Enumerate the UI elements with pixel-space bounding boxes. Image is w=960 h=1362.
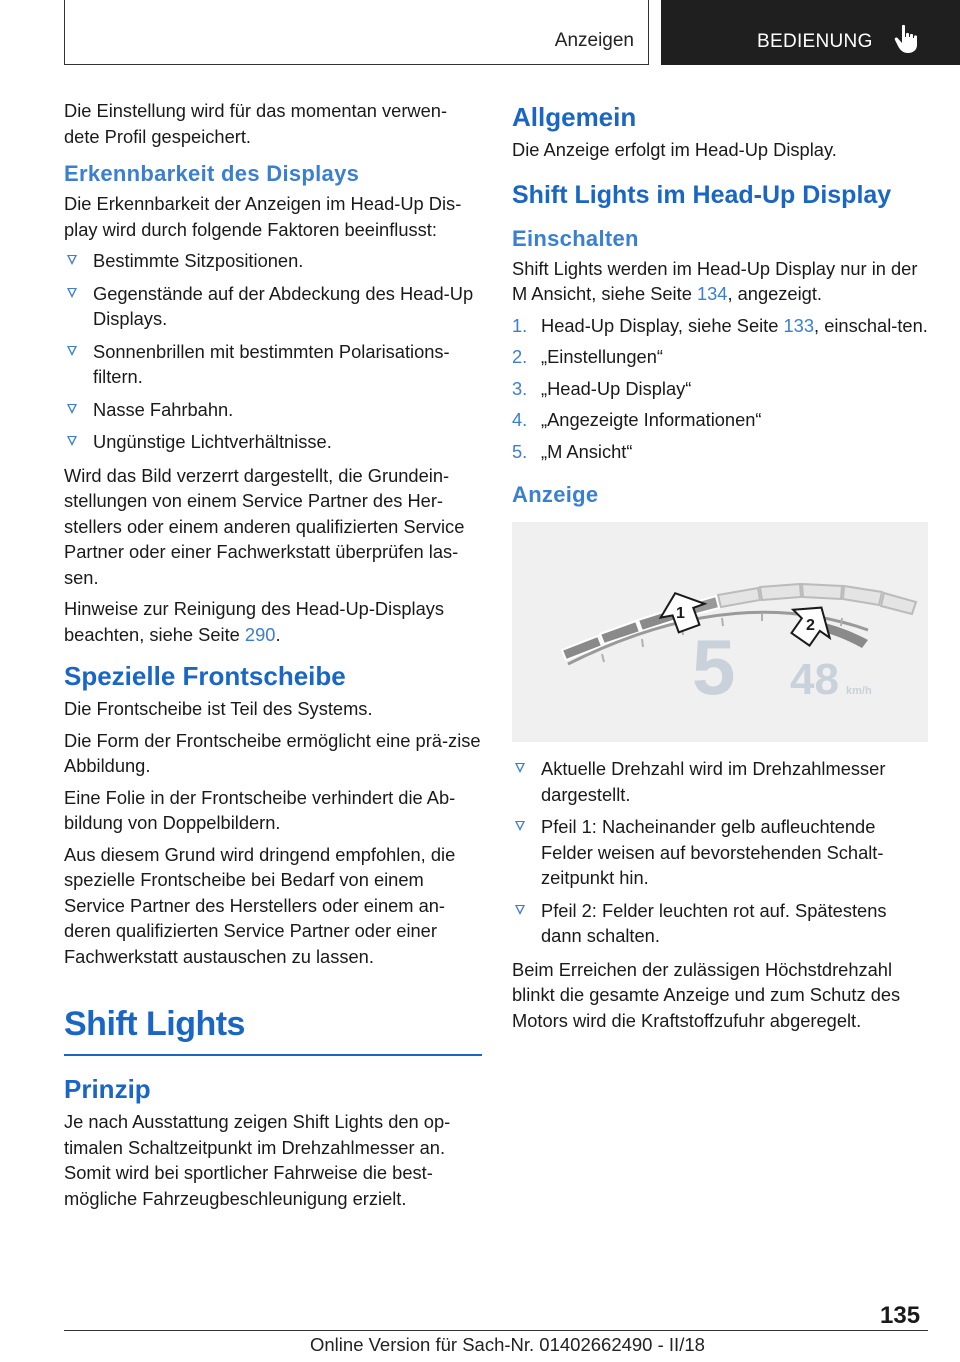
bullet-list-display (512, 756, 928, 949)
heading-frontscheibe: Spezielle Frontscheibe (64, 661, 346, 691)
heading-einschalten: Einschalten (512, 225, 639, 251)
paragraph: Aus diesem Grund wird dringend empfohlen, die spezielle Frontscheibe bei Bedarf von einem Service Partner des Herstellers oder einem an-deren qualifizierten Service Partner oder einer Fachwerkstatt austauschen zu lassen. (64, 843, 456, 967)
header-chapter-title: BEDIENUNG (757, 31, 873, 52)
svg-text:1: 1 (676, 605, 685, 622)
paragraph: Die Form der Frontscheibe ermöglicht eine prä-zise Abbildung. (64, 729, 481, 776)
triangle-bullet-icon (67, 404, 77, 414)
shift-lights-illustration (512, 522, 928, 742)
paragraph: Je nach Ausstattung zeigen Shift Lights den op-timalen Schaltzeitpunkt im Drehzahlmesser an. Somit wird bei sportlicher Fahrweise die best-mögliche Fahrzeugbeschleunigung erzielt. (64, 1111, 451, 1209)
header-section-title: Anzeigen (554, 30, 634, 51)
footer-divider (64, 1330, 928, 1331)
page-link-133[interactable]: 133 (783, 314, 815, 336)
list-item: 3. „Head-Up Display“ (512, 377, 692, 399)
page-link-290[interactable]: 290 (244, 623, 276, 645)
heading-shift-lights: Shift Lights (64, 1005, 245, 1043)
header-section-tab (64, 0, 649, 65)
paragraph: Eine Folie in der Frontscheibe verhindert die Ab-bildung von Doppelbildern. (64, 786, 456, 833)
hand-pointer-icon (894, 24, 920, 54)
list-item: Aktuelle Drehzahl wird im Drehzahlmesser dargestellt. (512, 756, 928, 807)
list-item: 1. Head-Up Display, siehe Seite 133, einschal-ten. (512, 314, 928, 336)
page-number: 135 (880, 1302, 921, 1329)
left-column (64, 98, 482, 1217)
page-link-134[interactable]: 134 (696, 283, 728, 304)
step-list (512, 313, 928, 465)
list-item: Bestimmte Sitzpositionen. (64, 248, 482, 274)
list-item: Ungünstige Lichtverhältnisse. (64, 429, 482, 455)
triangle-bullet-icon (67, 255, 77, 265)
paragraph: Die Anzeige erfolgt im Head-Up Display. (512, 139, 837, 160)
paragraph: Shift Lights werden im Head-Up Display nur in der M Ansicht, siehe Seite 134, angezeigt. (512, 257, 918, 304)
paragraph: Beim Erreichen der zulässigen Höchstdrehzahl blinkt die gesamte Anzeige und zum Schutz des Motors wird die Kraftstoffzufuhr abgeregelt. (512, 958, 901, 1031)
footer-text: Online Version für Sach-Nr. 01402662490 - II/18 (310, 1334, 705, 1355)
header-chapter-tab (661, 0, 960, 65)
paragraph: Die Einstellung wird für das momentan verwen-dete Profil gespeichert. (64, 100, 448, 147)
heading-allgemein: Allgemein (512, 102, 637, 132)
triangle-bullet-icon (515, 821, 525, 831)
svg-text:2: 2 (806, 617, 815, 634)
paragraph: Die Erkennbarkeit der Anzeigen im Head-Up Dis-play wird durch folgende Faktoren beeinflusst: (64, 193, 462, 240)
gear-indicator: 5 (692, 623, 736, 711)
list-item: Pfeil 1: Nacheinander gelb aufleuchtende Felder weisen auf bevorstehenden Schalt-zeitpunkt hin. (512, 814, 928, 891)
heading-prinzip: Prinzip (64, 1074, 151, 1104)
triangle-bullet-icon (67, 288, 77, 298)
speed-indicator: 48 (790, 655, 839, 704)
list-item: Gegenstände auf der Abdeckung des Head-Up Displays. (64, 281, 482, 332)
list-item: 2. „Einstellungen“ (512, 346, 663, 367)
triangle-bullet-icon (67, 346, 77, 356)
list-item: Sonnenbrillen mit bestimmten Polarisations-filtern. (64, 339, 482, 390)
chapter-heading-block (64, 1005, 482, 1056)
callout-arrow-2 (782, 595, 841, 653)
list-item: Pfeil 2: Felder leuchten rot auf. Spätestens dann schalten. (512, 898, 928, 949)
list-item: Nasse Fahrbahn. (64, 397, 482, 423)
speed-unit: km/h (846, 685, 872, 697)
tachometer-graphic (512, 522, 928, 742)
triangle-bullet-icon (515, 905, 525, 915)
paragraph: Wird das Bild verzerrt dargestellt, die Grundein-stellungen von einem Service Partner des Her-stellers oder einem anderen qualifizierten Service Partner oder einer Fachwerkstatt überprüfen las-sen. (64, 464, 465, 588)
list-item: 4. „Angezeigte Informationen“ (512, 409, 762, 430)
right-column (512, 98, 928, 1039)
heading-anzeige: Anzeige (512, 482, 599, 507)
paragraph: Die Frontscheibe ist Teil des Systems. (64, 698, 373, 719)
paragraph: Hinweise zur Reinigung des Head-Up-Displays beachten, siehe Seite 290. (64, 598, 445, 645)
bullet-list-factors (64, 248, 482, 455)
heading-erkennbarkeit: Erkennbarkeit des Displays (64, 161, 360, 186)
list-item: 5. „M Ansicht“ (512, 440, 633, 462)
triangle-bullet-icon (67, 436, 77, 446)
heading-shift-lights-hud: Shift Lights im Head-Up Display (512, 180, 892, 209)
triangle-bullet-icon (515, 763, 525, 773)
